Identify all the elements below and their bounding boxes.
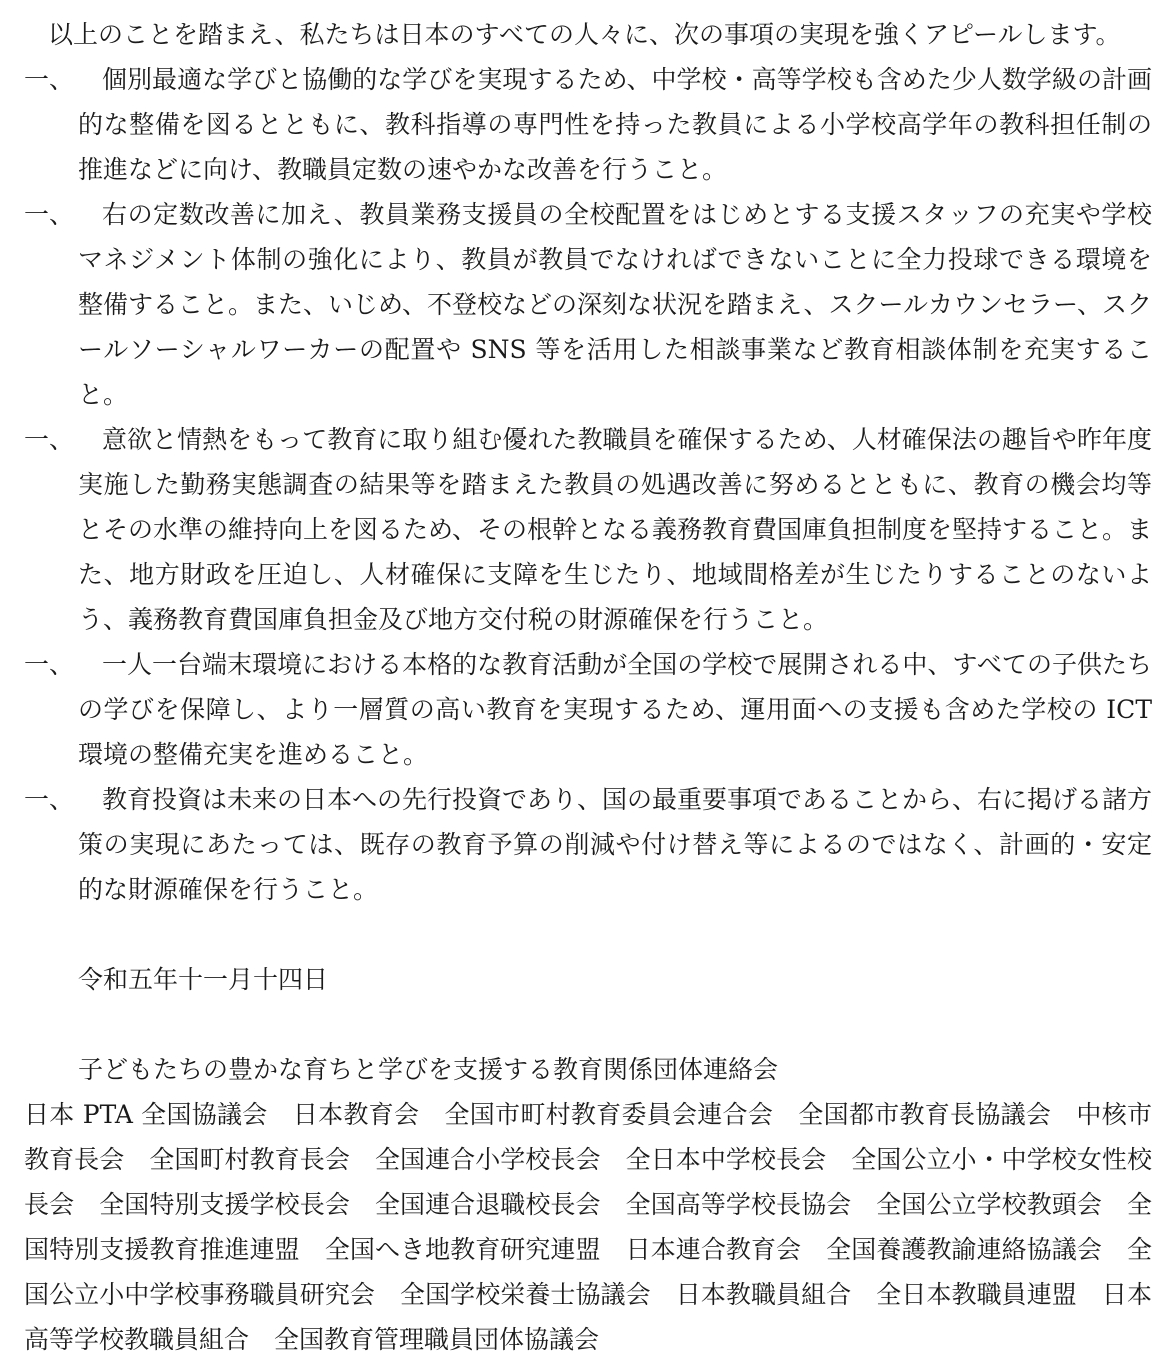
document-page <box>24 12 1152 1362</box>
document-date: 令和五年十一月十四日 <box>78 965 329 994</box>
appeal-item-5 <box>24 777 1152 912</box>
appeal-item-4 <box>24 642 1152 777</box>
appeal-list <box>24 57 1152 912</box>
appeal-item-2 <box>24 192 1152 417</box>
member-organizations: 日本 PTA 全国協議会 日本教育会 全国市町村教育委員会連合会 全国都市教育長協議会 中核市教育長会 全国町村教育長会 全国連合小学校長会 全日本中学校長会 全国公立小・中学校女性校長会 全国特別支援学校長会 全国連合退職校長会 全国高等学校長協会 全国公立学校教頭会 全国特別支援教育推進連盟 全国へき地教育研究連盟 日本連合教育会 全国養護教諭連絡協議会 全国公立小中学校事務職員研究会 全国学校栄養士協議会 日本教職員組合 全日本教職員連盟 日本高等学校教職員組合 全国教育管理職員団体協議会 <box>24 1100 1152 1354</box>
appeal-item-1 <box>24 57 1152 192</box>
intro-paragraph: 以上のことを踏まえ、私たちは日本のすべての人々に、次の事項の実現を強くアピールします。 <box>48 20 1121 49</box>
item-text: 一人一台端末環境における本格的な教育活動が全国の学校で展開される中、すべての子供たちの学びを保障し、より一層質の高い教育を実現するため、運用面への支援も含めた学校の ICT 環境の整備充実を進めること。 <box>78 650 1152 769</box>
item-text: 右の定数改善に加え、教員業務支援員の全校配置をはじめとする支援スタッフの充実や学校マネジメント体制の強化により、教員が教員でなければできないことに全力投球できる環境を整備すること。また、いじめ、不登校などの深刻な状況を踏まえ、スクールカウンセラー、スクールソーシャルワーカーの配置や SNS 等を活用した相談事業など教育相談体制を充実すること。 <box>78 200 1153 409</box>
appeal-item-3 <box>24 417 1152 642</box>
organization-name: 子どもたちの豊かな育ちと学びを支援する教育関係団体連絡会 <box>78 1055 779 1084</box>
item-text: 教育投資は未来の日本への先行投資であり、国の最重要事項であることから、右に掲げる諸方策の実現にあたっては、既存の教育予算の削減や付け替え等によるのではなく、計画的・安定的な財源確保を行うこと。 <box>78 785 1153 904</box>
item-marker: 一、 <box>24 650 75 679</box>
item-marker: 一、 <box>24 425 75 454</box>
item-text: 意欲と情熱をもって教育に取り組む優れた教職員を確保するため、人材確保法の趣旨や昨年度実施した勤務実態調査の結果等を踏まえた教員の処遇改善に努めるとともに、教育の機会均等とその水準の維持向上を図るため、その根幹となる義務教育費国庫負担制度を堅持すること。また、地方財政を圧迫し、人材確保に支障を生じたり、地域間格差が生じたりすることのないよう、義務教育費国庫負担金及び地方交付税の財源確保を行うこと。 <box>78 425 1153 634</box>
item-marker: 一、 <box>24 65 75 94</box>
item-marker: 一、 <box>24 785 75 814</box>
item-marker: 一、 <box>24 200 75 229</box>
item-text: 個別最適な学びと協働的な学びを実現するため、中学校・高等学校も含めた少人数学級の計画的な整備を図るとともに、教科指導の専門性を持った教員による小学校高学年の教科担任制の推進などに向け、教職員定数の速やかな改善を行うこと。 <box>78 65 1152 184</box>
